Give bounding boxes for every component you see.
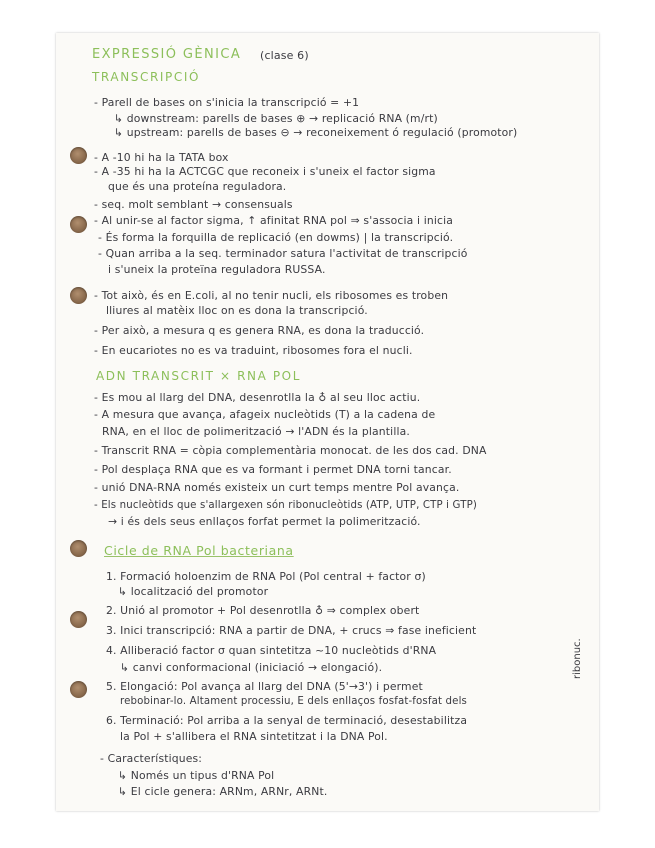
note-line: - Els nucleòtids que s'allargexen són ribonucleòtids (ATP, UTP, CTP i GTP) — [94, 500, 478, 511]
class-note: (clase 6) — [260, 49, 309, 62]
note-line: - Tot això, és en E.coli, al no tenir nucli, els ribosomes es troben — [94, 289, 449, 302]
note-line: que és una proteína reguladora. — [108, 180, 287, 193]
punch-hole-4-icon — [70, 540, 87, 557]
step-line: ↳ canvi conformacional (iniciació → elongació). — [120, 661, 383, 674]
step-line: 6. Terminació: Pol arriba a la senyal de terminació, desestabilitza — [106, 714, 468, 727]
note-line: - En eucariotes no es va traduint, ribosomes fora el nucli. — [94, 344, 413, 357]
section-title-adn-transcrit: ADN TRANSCRIT × RNA POL — [96, 369, 301, 383]
page-title: EXPRESSIÓ GÈNICA — [92, 47, 242, 62]
notebook-page — [56, 33, 599, 811]
note-line: - A mesura que avança, afageix nucleòtids (T) a la cadena de — [94, 408, 436, 421]
step-line: 3. Inici transcripció: RNA a partir de DNA, + crucs ⇒ fase ineficient — [106, 624, 477, 637]
step-line: ↳ localització del promotor — [118, 585, 269, 598]
step-line: - Característiques: — [100, 752, 203, 765]
note-line: - Es mou al llarg del DNA, desenrotlla la ♁ al seu lloc actiu. — [94, 391, 421, 404]
note-line: → i és dels seus enllaços forfat permet la polimerització. — [108, 515, 421, 528]
step-line: 2. Unió al promotor + Pol desenrotlla ♁ ⇒ complex obert — [106, 604, 420, 617]
note-line: - És forma la forquilla de replicació (en dowms) | la transcripció. — [98, 231, 454, 244]
step-line: la Pol + s'allibera el RNA sintetitzat i la DNA Pol. — [120, 730, 388, 743]
note-line: ↳ downstream: parells de bases ⊕ → replicació RNA (m/rt) — [114, 112, 438, 125]
note-line: lliures al matèix lloc on es dona la transcripció. — [106, 304, 368, 317]
punch-hole-5-icon — [70, 611, 87, 628]
note-line: - A -10 hi ha la TATA box — [94, 151, 229, 164]
section-title-cicle-rna-pol: Cicle de RNA Pol bacteriana — [104, 543, 294, 558]
note-line: i s'uneix la proteïna reguladora RUSSA. — [108, 263, 326, 276]
punch-hole-2-icon — [70, 216, 87, 233]
margin-note: ribonuc. — [572, 638, 583, 679]
note-line: - Quan arriba a la seq. terminador satura l'activitat de transcripció — [98, 247, 468, 260]
step-line: ↳ Només un tipus d'RNA Pol — [118, 769, 275, 782]
note-line: - A -35 hi ha la ACTCGC que reconeix i s'uneix el factor sigma — [94, 165, 436, 178]
note-line: - Pol desplaça RNA que es va formant i permet DNA torni tancar. — [94, 463, 452, 476]
note-line: RNA, en el lloc de polimerització → l'ADN és la plantilla. — [102, 425, 410, 438]
note-line: - Al unir-se al factor sigma, ↑ afinitat RNA pol ⇒ s'associa i inicia — [94, 214, 454, 227]
note-line: ↳ upstream: parells de bases ⊖ → reconeixement ó regulació (promotor) — [114, 126, 518, 139]
note-line: - seq. molt semblant → consensuals — [94, 198, 293, 211]
step-line: 5. Elongació: Pol avança al llarg del DNA (5'→3') i permet — [106, 680, 423, 693]
step-line: 1. Formació holoenzim de RNA Pol (Pol central + factor σ) — [106, 570, 426, 583]
step-line: 4. Alliberació factor σ quan sintetitza ~10 nucleòtids d'RNA — [106, 644, 437, 657]
punch-hole-3-icon — [70, 287, 87, 304]
step-line: ↳ El cicle genera: ARNm, ARNr, ARNt. — [118, 785, 328, 798]
punch-hole-1-icon — [70, 147, 87, 164]
note-line: - Per això, a mesura q es genera RNA, es dona la traducció. — [94, 324, 425, 337]
step-line: rebobinar-lo. Altament processiu, E dels enllaços fosfat-fosfat dels — [120, 696, 468, 707]
punch-hole-6-icon — [70, 681, 87, 698]
note-line: - unió DNA-RNA només existeix un curt temps mentre Pol avança. — [94, 481, 460, 494]
section-title-transcripcio: TRANSCRIPCIÓ — [92, 70, 201, 84]
note-line: - Transcrit RNA = còpia complementària monocat. de les dos cad. DNA — [94, 444, 487, 457]
note-line: - Parell de bases on s'inicia la transcripció = +1 — [94, 96, 360, 109]
